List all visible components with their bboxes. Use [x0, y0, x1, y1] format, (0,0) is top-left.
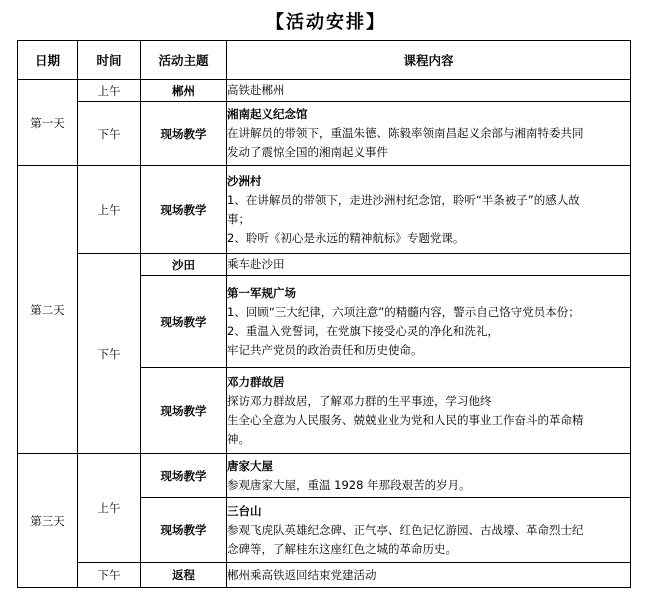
content-heading: 唐家大屋	[227, 458, 273, 473]
table-row	[18, 454, 631, 498]
content-cell	[227, 563, 631, 588]
content-line: 1、回顾“三大纪律，六项注意”的精髓内容，警示自己恪守党员本份；	[227, 304, 580, 319]
content-cell	[227, 166, 631, 254]
time-cell: 上午	[78, 166, 141, 254]
topic-cell: 现场教学	[141, 498, 227, 563]
content-cell	[227, 368, 631, 454]
header-topic: 活动主题	[141, 41, 227, 80]
content-cell	[227, 454, 631, 498]
schedule-title: 【活动安排】	[266, 12, 386, 33]
time-cell: 上午	[78, 454, 141, 563]
content-line: 郴州乘高铁返回结束党建活动	[227, 567, 377, 582]
table-row	[18, 102, 631, 166]
content-line: 探访邓力群故居，了解邓力群的生平事迹，学习他终	[227, 393, 492, 408]
header-content: 课程内容	[227, 41, 631, 80]
header-time: 时间	[78, 41, 141, 80]
content-line: 1、在讲解员的带领下，走进沙洲村纪念馆，聆听“半条被子”的感人故	[227, 192, 580, 207]
content-line: 事；	[227, 211, 250, 226]
content-line: 参观飞虎队英雄纪念碑、正气亭、红色记忆游园、古战壕、革命烈士纪	[227, 522, 584, 537]
content-line: 2、聆听《初心是永远的精神航标》专题党课。	[227, 230, 465, 245]
content-heading: 沙洲村	[227, 173, 262, 188]
content-cell	[227, 276, 631, 368]
content-cell	[227, 102, 631, 166]
table-row	[18, 166, 631, 254]
content-cell	[227, 80, 631, 102]
time-cell: 下午	[78, 563, 141, 588]
content-line: 参观唐家大屋，重温 1928 年那段艰苦的岁月。	[227, 477, 471, 492]
day-cell: 第一天	[18, 80, 78, 166]
time-cell: 上午	[78, 80, 141, 102]
table-row	[18, 254, 631, 276]
topic-cell: 现场教学	[141, 368, 227, 454]
content-heading: 湘南起义纪念馆	[227, 107, 308, 121]
time-cell: 下午	[78, 102, 141, 166]
content-line: 2、重温入党誓词，在党旗下接受心灵的净化和洗礼，	[227, 323, 499, 338]
topic-cell: 返程	[141, 563, 227, 588]
topic-cell: 郴州	[141, 80, 227, 102]
day-cell: 第二天	[18, 166, 78, 454]
content-line: 高铁赴郴州	[227, 83, 285, 97]
content-cell	[227, 498, 631, 563]
topic-cell: 现场教学	[141, 454, 227, 498]
header-row	[18, 41, 631, 80]
content-line: 念碑等，了解桂东这座红色之城的革命历史。	[227, 541, 457, 556]
table-row	[18, 80, 631, 102]
content-line: 牢记共产党员的政治责任和历史使命。	[227, 342, 423, 357]
content-heading: 邓力群故居	[227, 374, 285, 389]
day-cell: 第三天	[18, 454, 78, 588]
content-cell	[227, 254, 631, 276]
content-heading: 第一军规广场	[227, 285, 296, 300]
table-row	[18, 563, 631, 588]
topic-cell: 现场教学	[141, 276, 227, 368]
content-line: 在讲解员的带领下，重温朱德、陈毅率领南昌起义余部与湘南特委共同	[227, 126, 584, 140]
time-cell: 下午	[78, 254, 141, 454]
topic-cell: 现场教学	[141, 166, 227, 254]
schedule-table	[17, 40, 631, 588]
header-date: 日期	[18, 41, 78, 80]
content-line: 神。	[227, 431, 250, 446]
content-line: 生全心全意为人民服务、兢兢业业为党和人民的事业工作奋斗的革命精	[227, 412, 584, 427]
content-line: 乘车赴沙田	[227, 257, 285, 271]
topic-cell: 沙田	[141, 254, 227, 276]
content-heading: 三台山	[227, 503, 262, 518]
topic-cell: 现场教学	[141, 102, 227, 166]
content-line: 发动了震惊全国的湘南起义事件	[227, 145, 388, 159]
